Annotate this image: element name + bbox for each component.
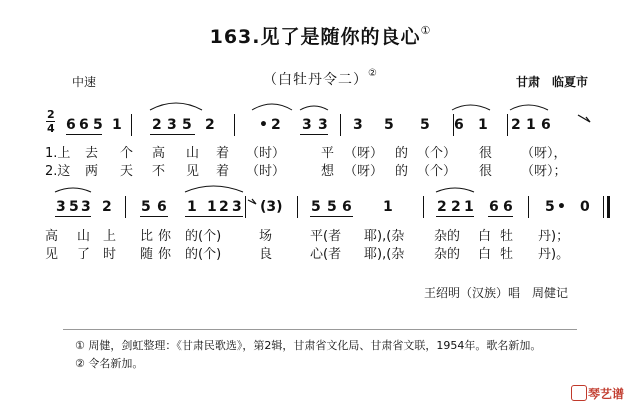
lyric: 时 [103, 247, 117, 262]
lyric: 牡 [500, 229, 514, 244]
lyric: 想 [321, 164, 335, 179]
region-label: 甘肃 临夏市 [516, 75, 589, 89]
lyric: 的(个) [185, 229, 222, 244]
note: 6 [342, 199, 352, 215]
footnote-divider [63, 329, 577, 330]
lyric: 随 [140, 247, 154, 262]
lyric: 去 [85, 146, 99, 161]
lyric: 你 [158, 229, 172, 244]
note: 6 [79, 117, 89, 133]
lyric: 场 [259, 229, 273, 244]
lyric: 你 [158, 247, 172, 262]
row2-slur-marks [0, 180, 641, 220]
note: 1 [207, 199, 217, 215]
note: 5 [69, 199, 79, 215]
song-title-text: 163.见了是随你的良心 [209, 26, 421, 48]
lyric: 杂的 [434, 229, 461, 244]
note: 5 [327, 199, 337, 215]
note: 2 [205, 117, 215, 133]
note: 2 [102, 199, 112, 215]
note: 2 [152, 117, 162, 133]
lyric: 高 [45, 229, 59, 244]
tempo-label: 中速 [72, 75, 97, 89]
note: • [259, 117, 268, 133]
lyric: 高 [152, 146, 166, 161]
note: (3) [260, 199, 283, 215]
lyric: 了 [77, 247, 91, 262]
note: 3 [353, 117, 363, 133]
note: 2 [219, 199, 229, 215]
note: 5 [384, 117, 394, 133]
note: 5 [420, 117, 430, 133]
note: 5 [311, 199, 321, 215]
note: 1 [526, 117, 536, 133]
lyric: 的 [395, 164, 409, 179]
note: 3 [302, 117, 312, 133]
note: 5 [141, 199, 151, 215]
note: 1 [464, 199, 474, 215]
note: 3 [81, 199, 91, 215]
lyric: （个） [417, 146, 457, 161]
lyric: 见 [186, 164, 200, 179]
lyric: 白 [478, 229, 492, 244]
lyric: 着 [216, 146, 230, 161]
lyric: 丹)。 [538, 247, 570, 262]
lyric: （呀） [344, 164, 384, 179]
lyric: 的 [395, 146, 409, 161]
dot: 2 [271, 117, 281, 133]
lyric: 个 [120, 146, 134, 161]
note: 3 [232, 199, 242, 215]
note: 2 [511, 117, 521, 133]
note: 3 [167, 117, 177, 133]
lyric: 很 [479, 164, 493, 179]
note: 1 [112, 117, 122, 133]
lyric: 耶),(杂 [364, 229, 405, 244]
lyric: （呀）； [521, 164, 567, 179]
lyric: 良 [259, 247, 273, 262]
footnote-2: ② 令名新加。 [75, 357, 144, 370]
note: 6 [489, 199, 499, 215]
note: 3 [56, 199, 66, 215]
lyric: 杂的 [434, 247, 461, 262]
note: 5 [182, 117, 192, 133]
lyric: 牡 [500, 247, 514, 262]
lyric: 山 [186, 146, 200, 161]
lyric: 山 [77, 229, 91, 244]
lyric: （个） [417, 164, 457, 179]
note: 0 [580, 199, 590, 215]
note: 5 [545, 199, 555, 215]
note: 6 [503, 199, 513, 215]
note: 2 [437, 199, 447, 215]
note: 1 [187, 199, 197, 215]
lyric: （呀） [344, 146, 384, 161]
lyric: 不 [152, 164, 166, 179]
subtitle-text: （白牡丹令二） [263, 72, 369, 88]
dot: • [557, 199, 566, 215]
lyric: 比 [140, 229, 154, 244]
row1-slur-marks [0, 0, 641, 140]
lyric: （呀）， [521, 146, 567, 161]
lyric: 平(者 [310, 229, 342, 244]
lyric: 丹)； [538, 229, 570, 244]
lyric: 1.上 [45, 146, 71, 161]
lyric: （时） [246, 146, 286, 161]
note: 5 [93, 117, 103, 133]
lyric: 见 [45, 247, 59, 262]
lyric: 上 [103, 229, 117, 244]
lyric: 平 [321, 146, 335, 161]
lyric: 很 [479, 146, 493, 161]
lyric: 2.这 [45, 164, 71, 179]
note: 6 [541, 117, 551, 133]
lyric: 心(者 [310, 247, 342, 262]
lyric: 白 [478, 247, 492, 262]
lyric: 着 [216, 164, 230, 179]
note: 6 [157, 199, 167, 215]
time-sig-top: 2 [47, 108, 55, 121]
watermark-text: 琴艺谱 [588, 387, 625, 401]
performer-credits: 王绍明（汉族）唱 周健记 [424, 286, 569, 300]
note: 2 [451, 199, 461, 215]
lyric: 的(个) [185, 247, 222, 262]
note: 1 [478, 117, 488, 133]
title-footnote-mark: ① [420, 24, 432, 37]
lyric: 耶),(杂 [364, 247, 405, 262]
footnote-1: ① 周健，剑虹整理：《甘肃民歌选》，第2辑，甘肃省文化局、甘肃省文联，1954年。歌名新加。 [75, 339, 542, 352]
lyric: 天 [120, 164, 134, 179]
subtitle-footnote-mark: ② [368, 68, 378, 79]
note: 1 [383, 199, 393, 215]
time-sig-bottom: 4 [47, 122, 55, 135]
lyric: （时） [246, 164, 286, 179]
note: 3 [318, 117, 328, 133]
site-logo-icon [571, 385, 587, 401]
lyric: 两 [85, 164, 99, 179]
note: 6 [454, 117, 464, 133]
note: 6 [66, 117, 76, 133]
